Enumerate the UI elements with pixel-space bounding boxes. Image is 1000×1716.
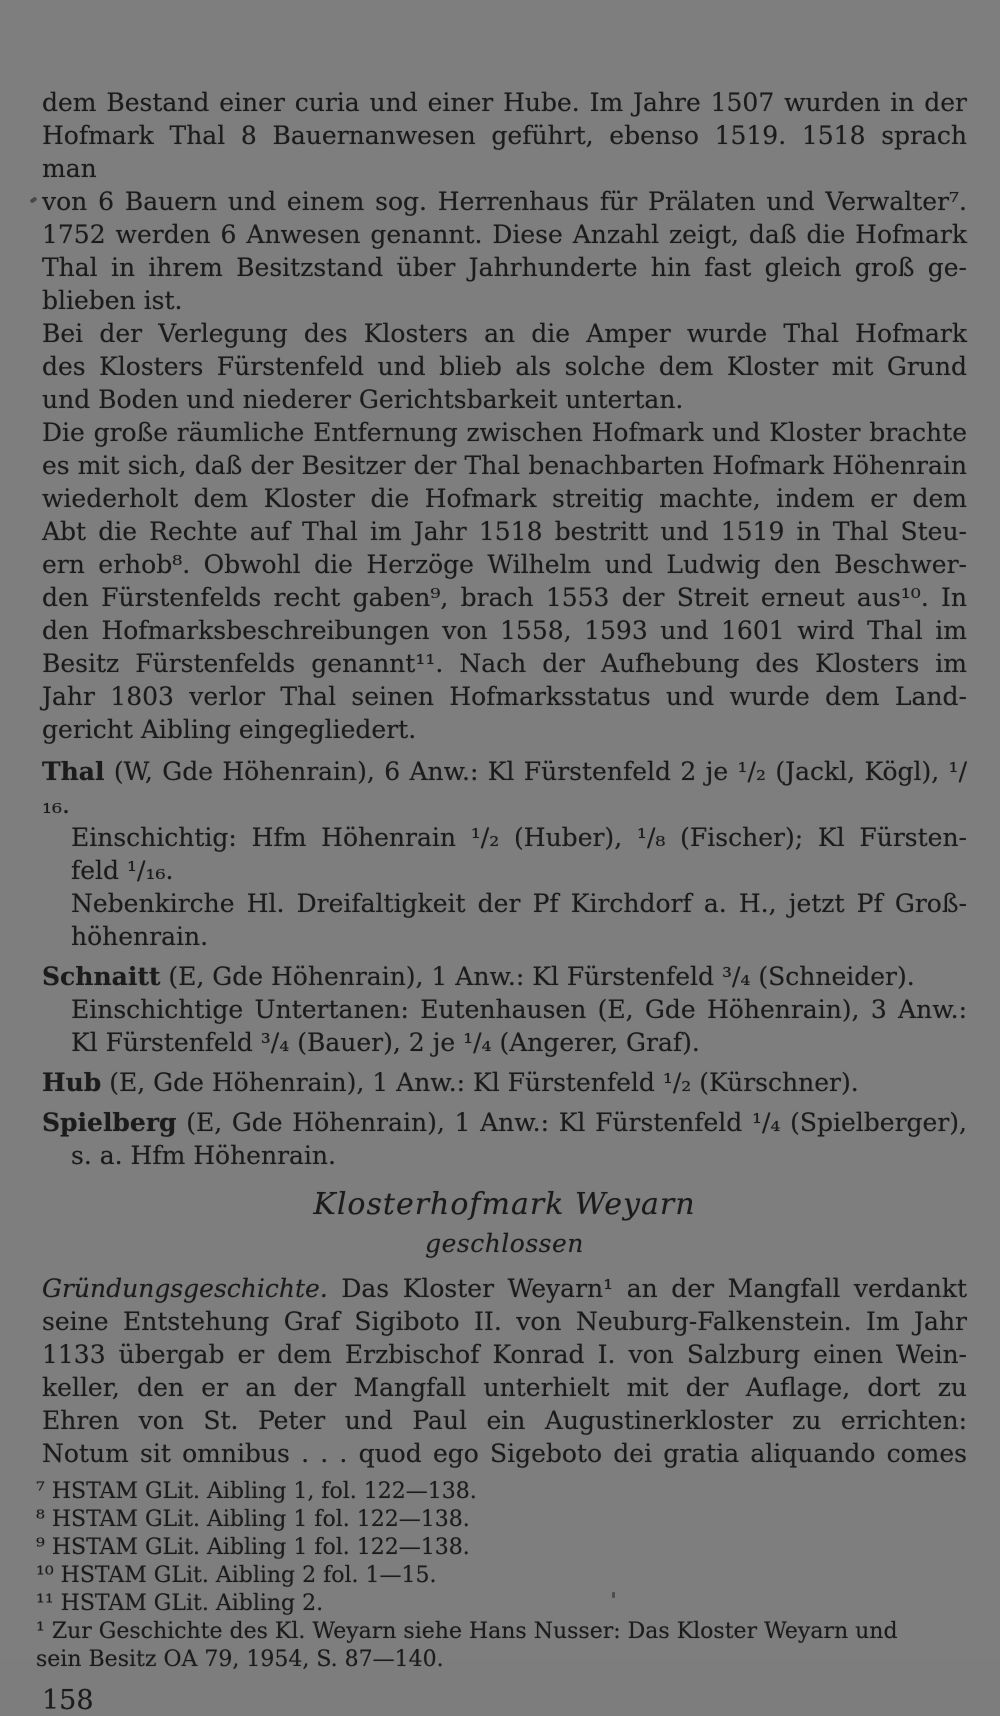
founding-rest: Das Kloster Weyarn¹ an der Mangfall verdankt: [341, 1274, 967, 1303]
text-line: den Fürstenfelds recht gaben⁹, brach 1553 der Streit erneut aus¹⁰. In: [42, 583, 967, 612]
text-line: keller, den er an der Mangfall unterhielt mit der Auflage, dort zu: [42, 1373, 967, 1402]
page-body: [36, 86, 968, 1716]
text-line: wiederholt dem Kloster die Hofmark streitig machte, indem er dem: [42, 484, 967, 513]
paragraph-verlegung-kloster: [42, 317, 967, 416]
text-line: Kl Fürstenfeld ³/₄ (Bauer), 2 je ¹/₄ (Angerer, Graf).: [71, 1028, 700, 1057]
entry-details: (E, Gde Höhenrain), 1 Anw.: Kl Fürstenfeld ³/₄ (Schneider).: [168, 962, 915, 991]
entry-hub: [42, 1066, 967, 1099]
text-line: es mit sich, daß der Besitzer der Thal benachbarten Hofmark Höhenrain: [42, 451, 967, 480]
founding-continuation: [42, 1305, 967, 1470]
entry-continuation: [42, 1139, 967, 1172]
text-line: und Boden und niederer Gerichtsbarkeit untertan.: [42, 385, 684, 414]
footnotes-block: [36, 1478, 967, 1674]
place-name: Hub: [42, 1068, 102, 1097]
place-name: Spielberg: [42, 1108, 177, 1137]
entry-first-line: [42, 960, 967, 993]
entry-spielberg: [42, 1106, 967, 1172]
text-line: Einschichtig: Hfm Höhenrain ¹/₂ (Huber), ¹/₈ (Fischer); Kl Fürsten-: [71, 823, 967, 852]
entry-details: (E, Gde Höhenrain), 1 Anw.: Kl Fürstenfeld ¹/₂ (Kürschner).: [109, 1068, 859, 1097]
section-title: Klosterhofmark Weyarn: [313, 1187, 696, 1222]
text-line: ¹⁰ HSTAM GLit. Aibling 2 fol. 1—15.: [36, 1563, 437, 1588]
text-line: von 6 Bauern und einem sog. Herrenhaus für Prälaten und Verwalter⁷.: [42, 187, 967, 216]
paragraph-gruendungsgeschichte: [42, 1272, 967, 1470]
paragraph-entfernung-streit: [42, 416, 967, 746]
entry-thal: [42, 755, 967, 953]
entry-continuation: [42, 993, 967, 1059]
text-line: Abt die Rechte auf Thal im Jahr 1518 bestritt und 1519 in Thal Steu-: [42, 517, 967, 546]
text-line: seine Entstehung Graf Sigiboto II. von Neuburg-Falkenstein. Im Jahr: [42, 1307, 967, 1336]
text-line: Bei der Verlegung des Klosters an die Amper wurde Thal Hofmark: [42, 319, 967, 348]
text-line: feld ¹/₁₆.: [71, 856, 174, 885]
text-line: sein Besitz OA 79, 1954, S. 87—140.: [36, 1647, 444, 1672]
text-line: 1133 übergab er dem Erzbischof Konrad I. von Salzburg einen Wein-: [42, 1340, 967, 1369]
text-line: höhenrain.: [71, 922, 209, 951]
text-line: ⁹ HSTAM GLit. Aibling 1 fol. 122—138.: [36, 1535, 470, 1560]
entry-first-line: [42, 1066, 967, 1099]
founding-first-line: [42, 1272, 967, 1305]
entry-first-line: [42, 1106, 967, 1139]
text-line: den Hofmarksbeschreibungen von 1558, 1593 und 1601 wird Thal im: [42, 616, 967, 645]
text-line: ⁸ HSTAM GLit. Aibling 1 fol. 122—138.: [36, 1507, 470, 1532]
holdings-list: [42, 755, 967, 1172]
entry-details: (E, Gde Höhenrain), 1 Anw.: Kl Fürstenfeld ¹/₄ (Spielberger),: [186, 1108, 968, 1137]
text-line: Jahr 1803 verlor Thal seinen Hofmarksstatus und wurde dem Land-: [42, 682, 967, 711]
entry-first-line: [42, 755, 967, 821]
text-line: ern erhob⁸. Obwohl die Herzöge Wilhelm und Ludwig den Beschwer-: [42, 550, 967, 579]
entry-details: (W, Gde Höhenrain), 6 Anw.: Kl Fürstenfeld 2 je ¹/₂ (Jackl, Kögl), ¹/₁₆.: [42, 757, 967, 819]
place-name: Schnaitt: [42, 962, 161, 991]
entry-church-note: [42, 887, 967, 953]
text-line: 1752 werden 6 Anwesen genannt. Diese Anzahl zeigt, daß die Hofmark: [42, 220, 967, 249]
entry-continuation: [42, 821, 967, 887]
text-line: Hofmark Thal 8 Bauernanwesen geführt, ebenso 1519. 1518 sprach man: [42, 121, 967, 183]
text-line: Besitz Fürstenfelds genannt¹¹. Nach der Aufhebung des Klosters im: [42, 649, 967, 678]
page-number: 158: [42, 1685, 94, 1716]
scan-artifact-tick: [29, 196, 37, 203]
text-line: gericht Aibling eingegliedert.: [42, 715, 417, 744]
text-line: ¹ Zur Geschichte des Kl. Weyarn siehe Hans Nusser: Das Kloster Weyarn und: [36, 1619, 898, 1644]
place-name: Thal: [42, 757, 105, 786]
paragraph-hofmark-bestand: [42, 86, 967, 317]
founding-lead-word: Gründungsgeschichte.: [42, 1274, 328, 1303]
text-line: Nebenkirche Hl. Dreifaltigkeit der Pf Kirchdorf a. H., jetzt Pf Groß-: [71, 889, 967, 918]
text-line: Die große räumliche Entfernung zwischen Hofmark und Kloster brachte: [42, 418, 967, 447]
text-line: s. a. Hfm Höhenrain.: [71, 1141, 336, 1170]
text-line: ⁷ HSTAM GLit. Aibling 1, fol. 122—138.: [36, 1479, 477, 1504]
text-line: dem Bestand einer curia und einer Hube. Im Jahre 1507 wurden in der: [42, 88, 967, 117]
text-line: Notum sit omnibus . . . quod ego Sigeboto dei gratia aliquando comes: [42, 1439, 967, 1468]
entry-schnaitt: [42, 960, 967, 1059]
text-line: blieben ist.: [42, 286, 183, 315]
text-line: des Klosters Fürstenfeld und blieb als solche dem Kloster mit Grund: [42, 352, 967, 381]
text-line: ¹¹ HSTAM GLit. Aibling 2.: [36, 1591, 324, 1616]
text-line: Ehren von St. Peter und Paul ein Augustinerkloster zu errichten:: [42, 1406, 967, 1435]
section-subtitle: geschlossen: [425, 1229, 584, 1258]
text-line: Thal in ihrem Besitzstand über Jahrhunderte hin fast gleich groß ge-: [42, 253, 967, 282]
text-line: Einschichtige Untertanen: Eutenhausen (E, Gde Höhenrain), 3 Anw.:: [71, 995, 967, 1024]
